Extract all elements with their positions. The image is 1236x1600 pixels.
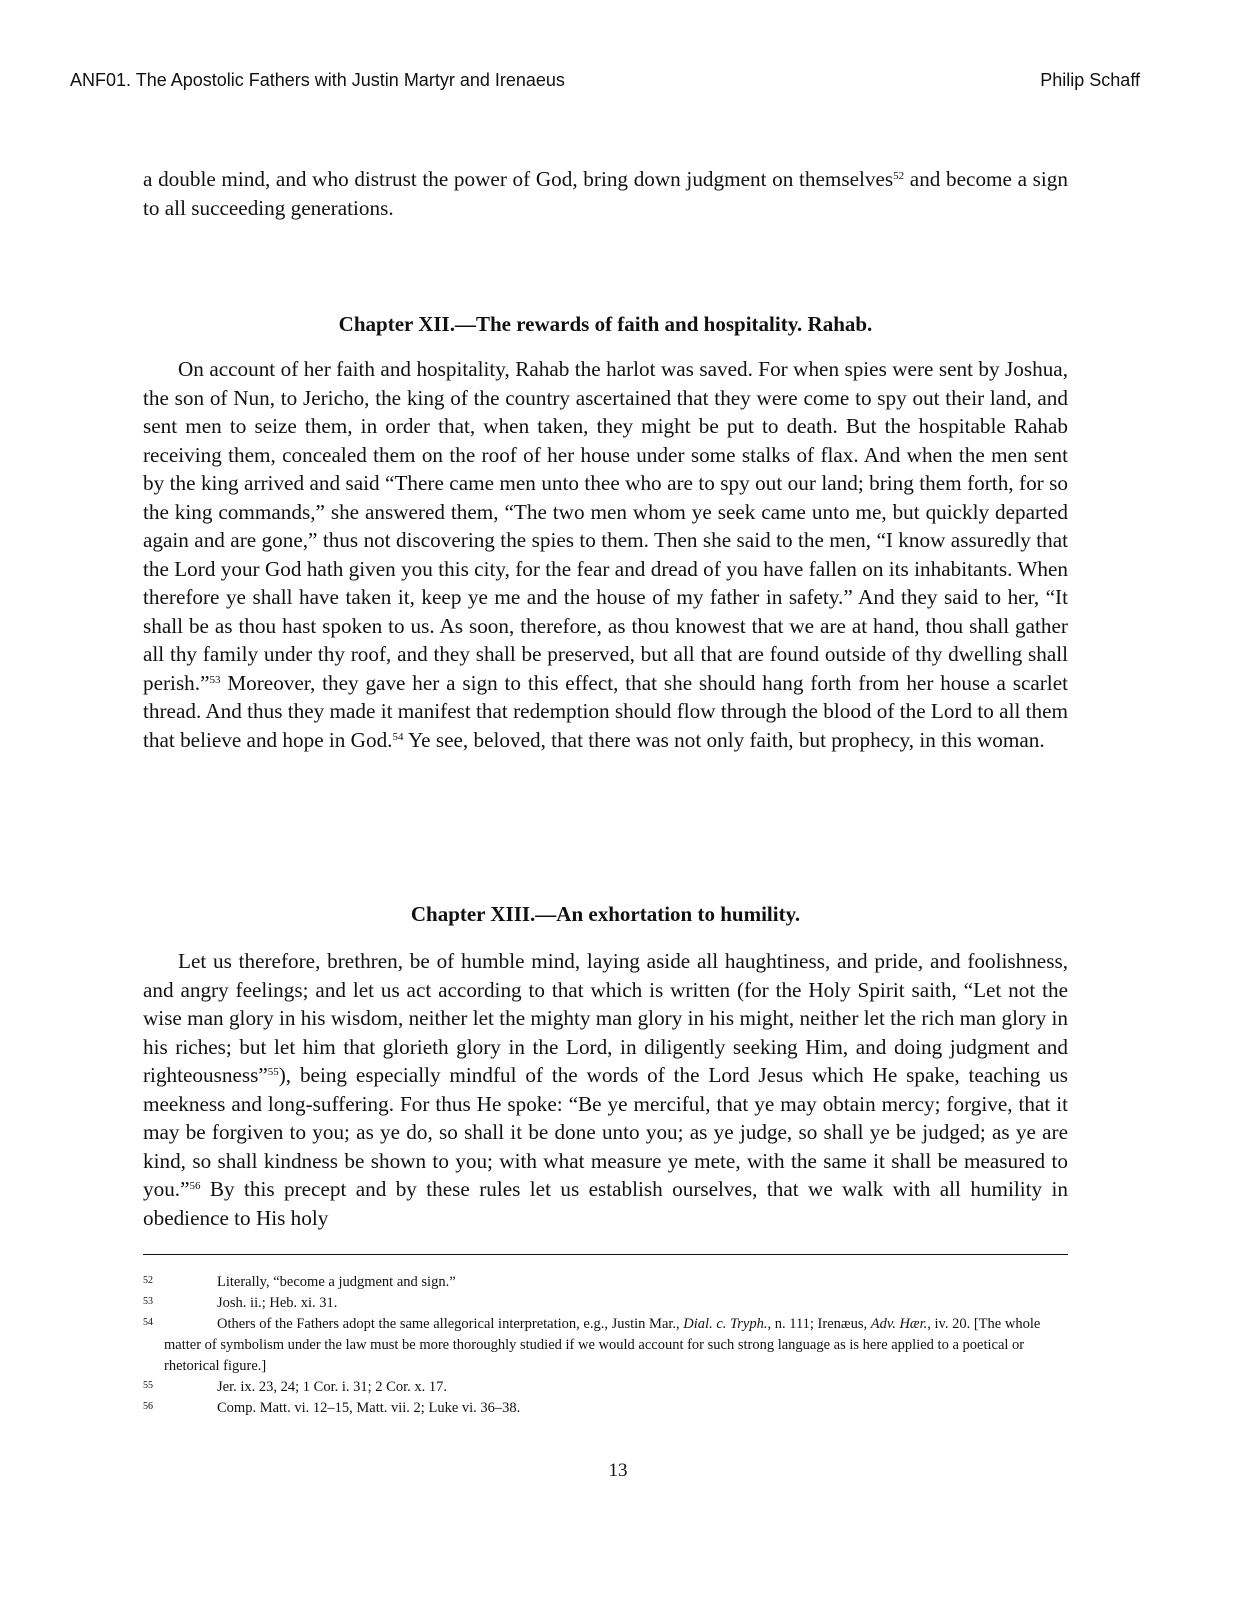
footnote-number: 54 [143, 1317, 153, 1328]
footnote-number: 52 [143, 1275, 153, 1286]
footnote-text: Comp. Matt. vi. 12–15, Matt. vii. 2; Luke vi. 36–38. [217, 1400, 521, 1416]
footnote-number: 55 [143, 1380, 153, 1391]
footnote-item [143, 1314, 1068, 1377]
footnote-text-part: , iv. 20. [The whole matter of symbolism under the law must be more thoroughly studied if we would account for such strong language as is here applied to a poetical or rhetorical figure.] [164, 1316, 1041, 1374]
footnote-item [143, 1293, 1068, 1314]
chapter-12-heading: Chapter XII.—The rewards of faith and hospitality. Rahab. [338, 312, 873, 336]
header-author: Philip Schaff [1040, 70, 1140, 90]
page-number: 13 [608, 1460, 628, 1481]
footnote-ref[interactable]: 56 [189, 1180, 201, 1192]
paragraph-text: Let us therefore, brethren, be of humble mind, laying aside all haughtiness, and pride, and foolishness, and angry feelings; and let us act according to that which is written (for the Holy Spirit saith, “Let not the wise man glory in his wisdom, neither let the mighty man glory in his might, neither let the rich man glory in his riches; but let him that glorieth glory in the Lord, in diligently seeking Him, and doing judgment and righteousness” [143, 949, 1068, 1087]
paragraph-text: and become a sign to all succeeding generations. [143, 167, 1068, 220]
paragraph-text: Ye see, beloved, that there was not only faith, but prophecy, in this woman. [403, 727, 1045, 752]
footnote-ref[interactable]: 54 [392, 730, 404, 743]
footnote-ref[interactable]: 53 [209, 673, 221, 686]
footnote-citation-italic: Dial. c. Tryph. [683, 1316, 768, 1332]
footnote-text-part: Others of the Fathers adopt the same allegorical interpretation, e.g., Justin Mar., [217, 1316, 684, 1332]
footnote-item [143, 1398, 1068, 1419]
continuation-paragraph [143, 165, 1068, 222]
footnote-text-part: , n. 111; Irenæus, [767, 1316, 871, 1332]
footnote-item [143, 1377, 1068, 1398]
paragraph-text: On account of her faith and hospitality, Rahab the harlot was saved. For when spies were sent by Joshua, the son of Nun, to Jericho, the king of the country ascertained that they were come to spy out their land, and sent men to seize them, in order that, when taken, they might be put to death. But the hospitable Rahab receiving them, concealed them on the roof of her house under some stalks of flax. And when the men sent by the king arrived and said “There came men unto thee who are to spy out our land; bring them forth, for so the king commands,” she answered them, “The two men whom ye seek came unto me, but quickly departed again and are gone,” thus not discovering the spies to them. Then she said to the men, “I know assuredly that the Lord your God hath given you this city, for the fear and dread of you have fallen on its inhabitants. When therefore ye shall have taken it, keep ye me and the house of my father in safety.” And they said to her, “It shall be as thou hast spoken to us. As soon, therefore, as thou knowest that we are at hand, thou shall gather all thy family under thy roof, and they shall be preserved, but all that are found outside of thy dwelling shall perish.” [143, 357, 1068, 695]
chapter-13-heading: Chapter XIII.—An exhortation to humility. [410, 902, 801, 926]
header-title: ANF01. The Apostolic Fathers with Justin Martyr and Irenaeus [70, 70, 565, 90]
footnote-text: Jer. ix. 23, 24; 1 Cor. i. 31; 2 Cor. x. 17. [217, 1379, 447, 1395]
footnote-number: 56 [143, 1401, 153, 1412]
footnote-text [143, 1314, 1068, 1377]
paragraph-text: Moreover, they gave her a sign to this effect, that she should hang forth from her house a scarlet thread. And thus they made it manifest that redemption should flow through the blood of the Lord to all them that believe and hope in God. [143, 670, 1069, 752]
paragraph-text: By this precept and by these rules let us establish ourselves, that we walk with all humility in obedience to His holy [143, 1177, 1068, 1230]
running-header [70, 70, 1140, 98]
paragraph-text: a double mind, and who distrust the power of God, bring down judgment on themselves [143, 167, 894, 191]
footnote-divider [143, 1254, 1068, 1255]
footnote-citation-italic: Adv. Hær. [870, 1316, 928, 1332]
footnote-ref[interactable]: 52 [893, 170, 905, 182]
footnote-text: Literally, “become a judgment and sign.” [217, 1274, 456, 1290]
footnotes [143, 1272, 1068, 1419]
footnote-number: 53 [143, 1296, 153, 1307]
footnote-ref[interactable]: 55 [267, 1066, 279, 1078]
chapter-12-paragraph [143, 355, 1068, 754]
chapter-13-paragraph [143, 947, 1068, 1232]
paragraph-text: ), being especially mindful of the words of the Lord Jesus which He spake, teaching us meekness and long-suffering. For thus He spoke: “Be ye merciful, that ye may obtain mercy; forgive, that it may be forgiven to you; as ye do, so shall it be done unto you; as ye judge, so shall ye be judged; as ye are kind, so shall kindness be shown to you; with what measure ye mete, with the same it shall be measured to you.” [143, 1063, 1068, 1201]
footnote-item [143, 1272, 1068, 1293]
footnote-text: Josh. ii.; Heb. xi. 31. [217, 1295, 338, 1311]
